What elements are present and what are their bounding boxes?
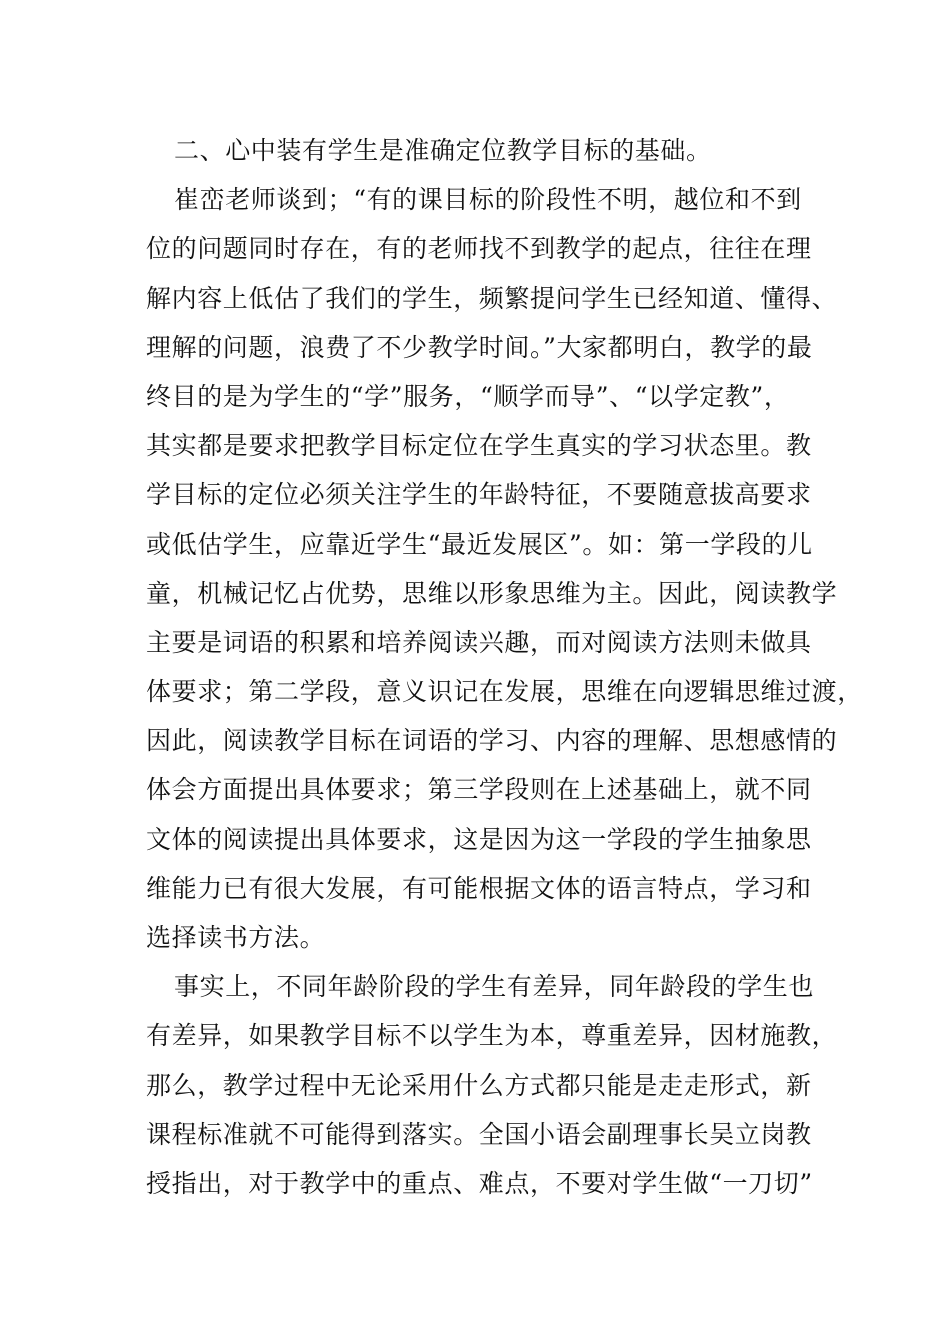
text-line: 或低估学生，应靠近学生“最近发展区”。如：第一学段的儿 <box>146 529 813 559</box>
text-line: 主要是词语的积累和培养阅读兴趣，而对阅读方法则未做具 <box>146 627 812 657</box>
text-line: 文体的阅读提出具体要求，这是因为这一学段的学生抽象思 <box>146 824 812 854</box>
text-line: 因此，阅读教学目标在词语的学习、内容的理解、思想感情的 <box>146 726 838 756</box>
text-line: 二、心中装有学生是准确定位教学目标的基础。 <box>174 136 712 165</box>
text-line: 选择读书方法。 <box>146 923 326 952</box>
text-line: 授指出，对于教学中的重点、难点，不要对学生做“一刀切” <box>146 1168 813 1198</box>
text-line: 理解的问题，浪费了不少教学时间。”大家都明白，教学的最 <box>146 332 813 362</box>
text-line: 终目的是为学生的“学”服务，“顺学而导”、“以学定教”， <box>146 381 790 411</box>
text-line: 学目标的定位必须关注学生的年龄特征，不要随意拔高要求 <box>146 480 812 510</box>
text-line: 课程标准就不可能得到落实。全国小语会副理事长吴立岗教 <box>146 1119 812 1149</box>
text-line: 有差异，如果教学目标不以学生为本，尊重差异，因材施教， <box>146 1021 838 1051</box>
text-line: 崔峦老师谈到；“有的课目标的阶段性不明，越位和不到 <box>174 185 802 215</box>
text-line: 位的问题同时存在，有的老师找不到教学的起点，往往在理 <box>146 234 812 264</box>
body-text <box>146 126 863 1208</box>
text-line: 童，机械记忆占优势，思维以形象思维为主。因此，阅读教学 <box>146 578 838 608</box>
text-line: 那么，教学过程中无论采用什么方式都只能是走走形式，新 <box>146 1070 812 1100</box>
text-line: 体会方面提出具体要求；第三学段则在上述基础上，就不同 <box>146 775 812 805</box>
text-line: 解内容上低估了我们的学生，频繁提问学生已经知道、懂得、 <box>146 283 838 313</box>
text-line: 事实上，不同年龄阶段的学生有差异，同年龄段的学生也 <box>174 972 815 1002</box>
text-line: 体要求；第二学段，意义识记在发展，思维在向逻辑思维过渡， <box>146 677 863 707</box>
text-line: 其实都是要求把教学目标定位在学生真实的学习状态里。教 <box>146 431 812 461</box>
text-line: 维能力已有很大发展，有可能根据文体的语言特点，学习和 <box>146 873 812 903</box>
